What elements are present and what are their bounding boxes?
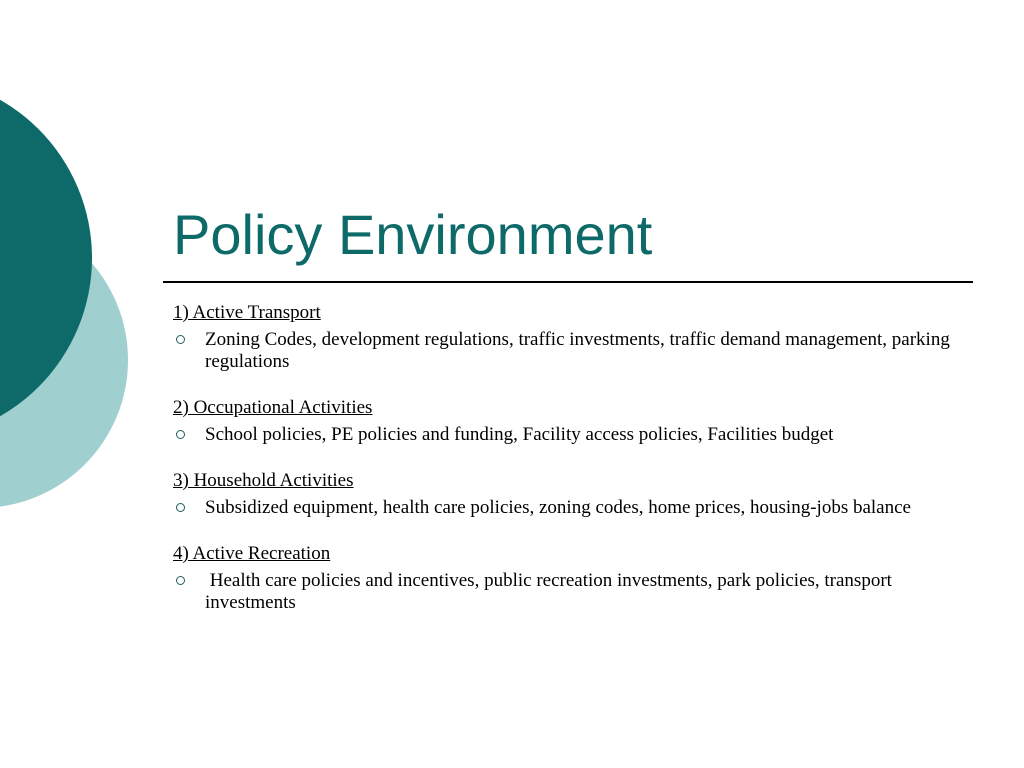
bullet-item — [173, 497, 973, 519]
hollow-circle-bullet-icon — [176, 430, 185, 439]
bullet-text: Zoning Codes, development regulations, traffic investments, traffic demand management, parking regulations — [205, 329, 950, 372]
section-heading: 3) Household Activities — [173, 470, 354, 491]
decorative-circles — [0, 0, 140, 560]
title-divider — [163, 281, 973, 283]
bullet-text: Subsidized equipment, health care policies, zoning codes, home prices, housing-jobs balance — [205, 497, 911, 518]
bullet-text: School policies, PE policies and funding, Facility access policies, Facilities budget — [205, 424, 834, 445]
slide-content — [173, 300, 973, 636]
section-active-transport — [173, 300, 973, 373]
section-household-activities — [173, 468, 973, 519]
hollow-circle-bullet-icon — [176, 503, 185, 512]
hollow-circle-bullet-icon — [176, 335, 185, 344]
bullet-item — [173, 570, 973, 614]
hollow-circle-bullet-icon — [176, 576, 185, 585]
section-heading: 4) Active Recreation — [173, 543, 331, 564]
slide-title: Policy Environment — [173, 203, 653, 266]
section-heading: 1) Active Transport — [173, 302, 321, 323]
bullet-item — [173, 424, 973, 446]
section-heading: 2) Occupational Activities — [173, 397, 373, 418]
section-active-recreation — [173, 541, 973, 614]
section-occupational-activities — [173, 395, 973, 446]
bullet-text: Health care policies and incentives, public recreation investments, park policies, transport investments — [205, 570, 897, 613]
bullet-item — [173, 329, 973, 373]
